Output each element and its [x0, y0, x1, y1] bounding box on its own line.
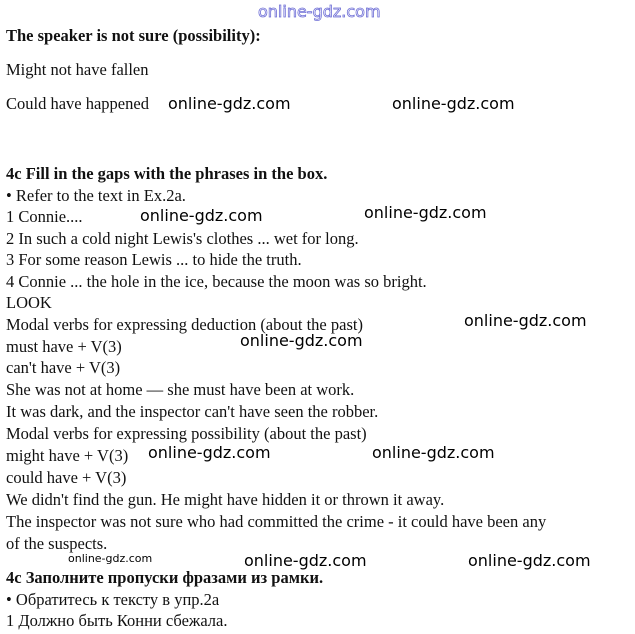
watermark: online-gdz.com: [240, 331, 363, 350]
watermark: online-gdz.com: [168, 94, 291, 113]
text-line: Modal verbs for expressing possibility (about the past): [6, 424, 367, 443]
watermark: online-gdz.com: [392, 94, 515, 113]
text-line: 1 Connie....: [6, 207, 83, 226]
text-line: Might not have fallen: [6, 60, 149, 79]
watermark: online-gdz.com: [148, 443, 271, 462]
text-line: 4 Connie ... the hole in the ice, because the moon was so bright.: [6, 272, 427, 291]
text-line: The inspector was not sure who had committed the crime - it could have been any: [6, 512, 547, 531]
text-line: Could have happened: [6, 94, 149, 113]
text-line: might have + V(3): [6, 446, 129, 465]
exercise-heading-ru: 4c Заполните пропуски фразами из рамки.: [6, 568, 324, 587]
text-line: Modal verbs for expressing deduction (about the past): [6, 315, 363, 334]
text-line: • Refer to the text in Ex.2a.: [6, 186, 186, 205]
text-line: can't have + V(3): [6, 358, 121, 377]
heading-possibility: The speaker is not sure (possibility):: [6, 26, 261, 45]
watermark-top: online-gdz.com: [258, 2, 381, 21]
text-line: must have + V(3): [6, 337, 122, 356]
watermark: online-gdz.com: [372, 443, 495, 462]
watermark: online-gdz.com: [464, 311, 587, 330]
look-label: LOOK: [6, 293, 52, 312]
watermark: online-gdz.com: [364, 203, 487, 222]
text-line: 2 In such a cold night Lewis's clothes ... wet for long.: [6, 229, 359, 248]
text-line: She was not at home — she must have been at work.: [6, 380, 355, 399]
text-line: • Обратитесь к тексту в упр.2а: [6, 590, 220, 609]
text-line: We didn't find the gun. He might have hidden it or thrown it away.: [6, 490, 445, 509]
watermark: online-gdz.com: [468, 551, 591, 570]
watermark: online-gdz.com: [244, 551, 367, 570]
watermark: online-gdz.com: [68, 552, 153, 565]
watermark: online-gdz.com: [140, 206, 263, 225]
text-line: 3 For some reason Lewis ... to hide the truth.: [6, 250, 302, 269]
text-line: could have + V(3): [6, 468, 127, 487]
exercise-heading: 4c Fill in the gaps with the phrases in the box.: [6, 164, 328, 183]
text-line: It was dark, and the inspector can't have seen the robber.: [6, 402, 379, 421]
text-line: 1 Должно быть Конни сбежала.: [6, 611, 228, 630]
text-line: of the suspects.: [6, 534, 108, 553]
